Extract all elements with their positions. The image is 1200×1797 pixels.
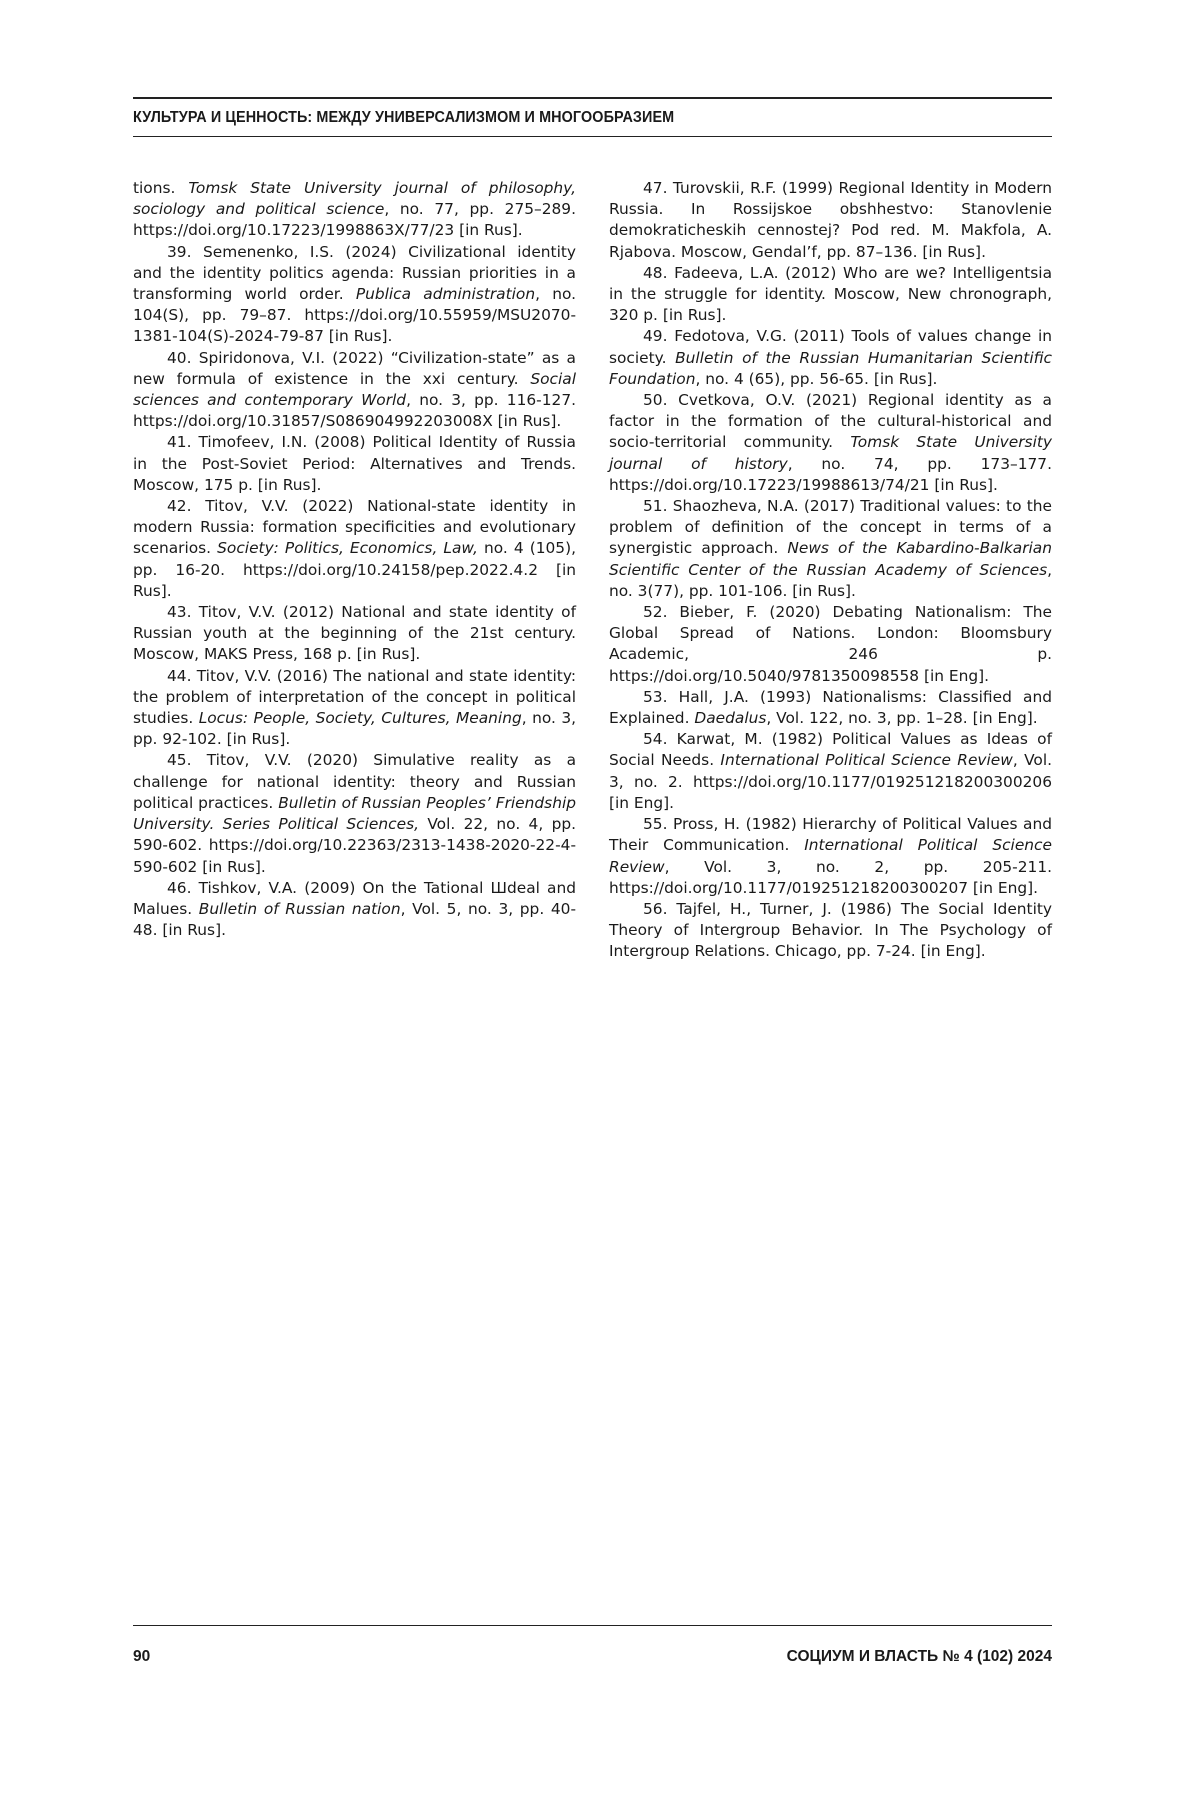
page-footer [133,1625,1052,1666]
reference-source-title: Bulletin of Russian nation [198,899,401,918]
reference-entry [133,432,576,496]
reference-entry [133,666,576,751]
reference-source-title: Social sciences and contemporary World [133,369,576,410]
reference-details: , Vol. 3, no. 2, pp. 205-211. https://doi.org/10.1177/019251218200300207 [in Eng]. [609,857,1052,897]
references-right-column [609,178,1052,963]
reference-entry [609,390,1052,496]
reference-source-title: Daedalus [694,709,767,728]
reference-entry [609,602,1052,687]
reference-source-title: Tomsk State University journal of philosophy, sociology and political science [133,179,576,219]
reference-entry [609,899,1052,963]
reference-entry [133,496,576,602]
reference-text: 52. Bieber, F. (2020) Debating Nationalism: The Global Spread of Nations. London: Bloomsbury Academic, 246 p. https://doi.org/10.5040/9781350098558 [in Eng]. [609,603,1052,685]
page-number: 90 [133,1648,151,1665]
reference-entry [609,326,1052,390]
references-body [133,178,1052,963]
reference-details: , Vol. 3, no. 2. https://doi.org/10.1177/019251218200300206 [in Eng]. [609,751,1053,812]
reference-entry [609,814,1052,899]
reference-source-title: International Political Science Review [720,751,1013,770]
reference-text: 43. Titov, V.V. (2012) National and state identity of Russian youth at the beginning of the 21st century. Moscow, MAKS Press, 168 p. [in Rus]. [133,603,576,664]
reference-source-title: Locus: People, Society, Cultures, Meaning [198,709,522,728]
reference-source-title: International Political Science Review [609,836,1052,876]
reference-text: 44. Titov, V.V. (2016) The national and state identity: the problem of interpretation of the concept in political studies. [133,666,576,728]
reference-details: , Vol. 122, no. 3, pp. 1–28. [in Eng]. [766,709,1038,728]
reference-details: , Vol. 5, no. 3, pp. 40-48. [in Rus]. [133,899,576,940]
reference-text: 45. Titov, V.V. (2020) Simulative reality as a challenge for national identity: theory and Russian political practices. [133,751,576,812]
reference-source-title: Bulletin of Russian Peoples’ Friendship University. Series Political Sciences, [133,793,576,834]
reference-details: , no. 4 (65), pp. 56-65. [in Rus]. [695,369,938,388]
reference-text: tions. [133,179,189,197]
reference-text: 54. Karwat, M. (1982) Political Values as Ideas of Social Needs. [609,730,1052,770]
reference-text: 56. Tajfel, H., Turner, J. (1986) The Social Identity Theory of Intergroup Behavior. In The Psychology of Intergroup Relations. Chicago, pp. 7-24. [in Eng]. [609,899,1052,961]
header-bottom-rule [133,136,1052,137]
reference-details: no. 4 (105), pp. 16-20. https://doi.org/10.24158/pep.2022.4.2 [in Rus]. [133,539,576,600]
reference-details: , no. 104(S), pp. 79–87. https://doi.org/10.55959/MSU2070-1381-104(S)-2024-79-87 [in Rus]. [133,285,577,346]
reference-entry [133,178,576,242]
reference-entry [609,496,1052,602]
running-header-title: КУЛЬТУРА И ЦЕННОСТЬ: МЕЖДУ УНИВЕРСАЛИЗМОМ И МНОГООБРАЗИЕМ [133,109,675,126]
reference-text: 53. Hall, J.A. (1993) Nationalisms: Classified and Explained. [609,687,1052,728]
reference-source-title: Bulletin of the Russian Humanitarian Scientific Foundation [609,348,1053,388]
reference-text: 40. Spiridonova, V.I. (2022) “Civilization-state” as a new formula of existence in the xxi century. [133,348,576,388]
reference-text: 39. Semenenko, I.S. (2024) Civilizational identity and the identity politics agenda: Russian priorities in a transforming world order. [133,242,576,304]
reference-text: 55. Pross, H. (1982) Hierarchy of Political Values and Their Communication. [609,815,1052,855]
reference-entry [133,750,576,877]
reference-source-title: Publica administration [355,285,536,304]
reference-text: 46. Tishkov, V.A. (2009) On the Tational Шdeal and Malues. [133,878,576,918]
reference-text: 41. Timofeev, I.N. (2008) Political Identity of Russia in the Post-Soviet Period: Alternatives and Trends. Moscow, 175 p. [in Rus]. [133,433,576,494]
reference-entry [133,878,576,942]
reference-source-title: News of the Kabardino-Balkarian Scientific Center of the Russian Academy of Sciences [609,539,1052,579]
reference-details: Vol. 22, no. 4, pp. 590-602. https://doi.org/10.22363/2313-1438-2020-22-4-590-602 [in Rus]. [133,815,577,876]
reference-entry [609,729,1052,814]
reference-details: , no. 3(77), pp. 101-106. [in Rus]. [609,560,1052,600]
reference-details: , no. 3, pp. 116-127. https://doi.org/10.31857/S086904992203008X [in Rus]. [133,391,576,431]
reference-text: 42. Titov, V.V. (2022) National-state identity in modern Russia: formation specificities and evolutionary scenarios. [133,497,576,558]
references-left-column [133,178,576,963]
reference-text: 49. Fedotova, V.G. (2011) Tools of values change in society. [609,327,1052,367]
reference-text: 50. Cvetkova, O.V. (2021) Regional identity as a factor in the formation of the cultural-historical and socio-territorial community. [609,391,1052,452]
reference-source-title: Tomsk State University journal of history [609,433,1052,473]
reference-entry [133,602,576,666]
reference-details: , no. 3, pp. 92-102. [in Rus]. [133,709,577,749]
reference-entry [609,263,1052,327]
reference-entry [133,348,576,433]
reference-text: 48. Fadeeva, L.A. (2012) Who are we? Intelligentsia in the struggle for identity. Moscow, New chronograph, 320 p. [in Rus]. [609,263,1052,325]
reference-entry [133,242,576,348]
reference-entry [609,178,1052,263]
journal-issue: СОЦИУМ И ВЛАСТЬ № 4 (102) 2024 [786,1648,1052,1665]
reference-details: , no. 74, pp. 173–177. https://doi.org/10.17223/19988613/74/21 [in Rus]. [609,454,1052,494]
reference-text: 51. Shaozheva, N.A. (2017) Traditional values: to the problem of definition of the concept in terms of a synergistic approach. [609,497,1052,558]
reference-source-title: Society: Politics, Economics, Law, [217,539,478,558]
reference-text: 47. Turovskii, R.F. (1999) Regional Identity in Modern Russia. In Rossijskoe obshhestvo: Stanovlenie demokraticheskih cennostej? Pod red. M. Makfola, A. Rjabova. Moscow, Gendal’f, pp. 87–136. [in Rus]. [609,179,1052,261]
running-header [133,97,1052,137]
reference-details: , no. 77, pp. 275–289. https://doi.org/10.17223/1998863X/77/23 [in Rus]. [133,200,576,240]
reference-entry [609,687,1052,729]
